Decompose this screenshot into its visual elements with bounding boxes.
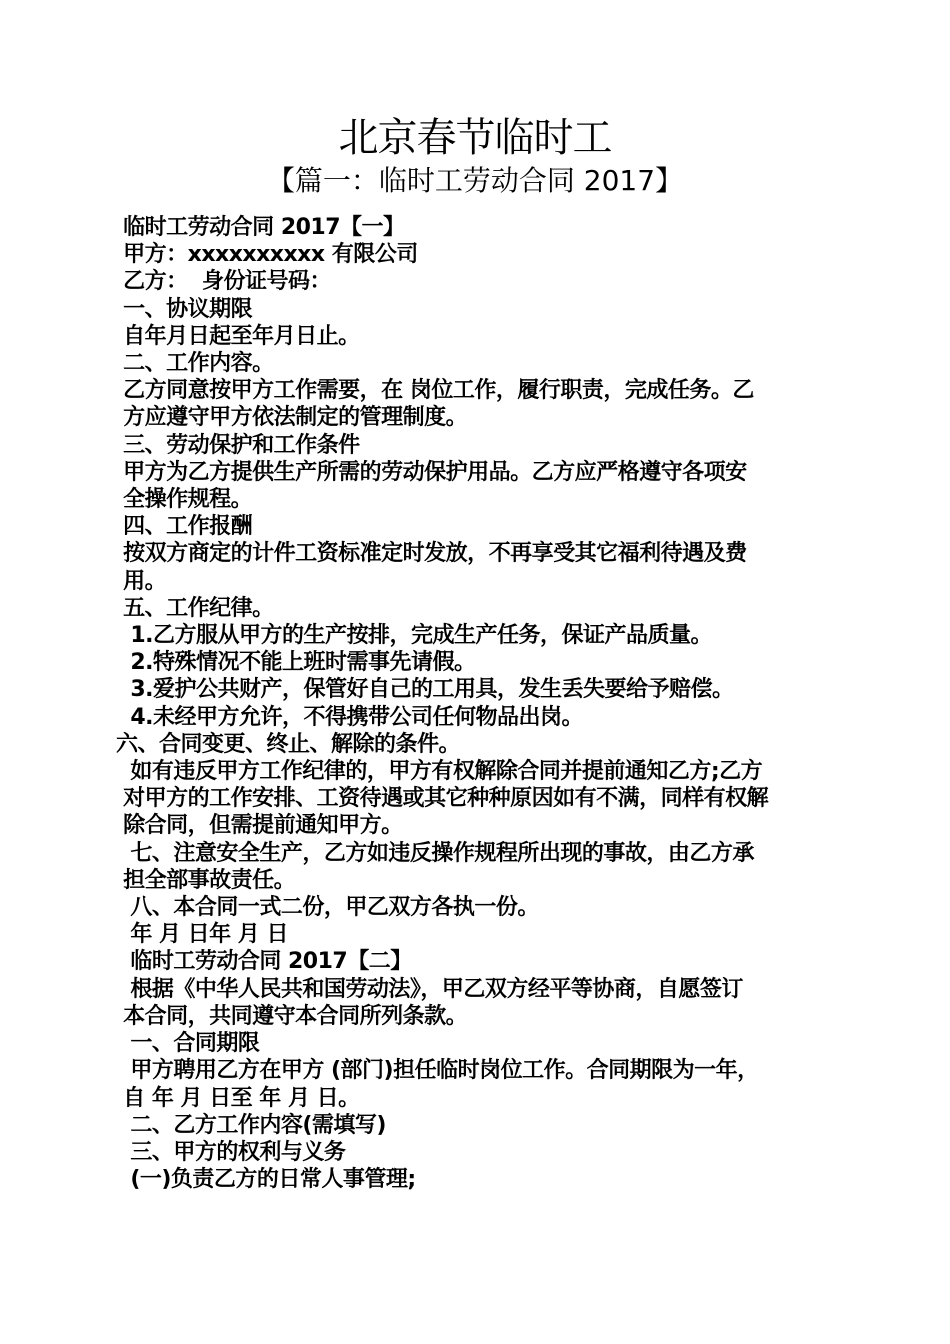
- text-line: 乙方同意按甲方工作需要，在 岗位工作，履行职责，完成任务。乙: [116, 378, 754, 404]
- list-item: (一)负责乙方的日常人事管理;: [116, 1167, 416, 1193]
- text-line: 自年月日起至年月日止。: [116, 323, 360, 349]
- section-heading: 二、工作内容。: [116, 351, 274, 377]
- text-line: 甲方为乙方提供生产所需的劳动保护用品。乙方应严格遵守各项安: [116, 459, 747, 485]
- section-heading: 一、合同期限: [116, 1031, 260, 1057]
- section-heading: 四、工作报酬: [116, 514, 253, 540]
- list-item: 2.特殊情况不能上班时需事先请假。: [116, 650, 476, 676]
- text-line: 除合同，但需提前通知甲方。: [116, 813, 403, 839]
- text-line: 甲方：xxxxxxxxxx 有限公司: [116, 242, 418, 268]
- list-item: 1.乙方服从甲方的生产按排，完成生产任务，保证产品质量。: [116, 623, 712, 649]
- text-line: 如有违反甲方工作纪律的，甲方有权解除合同并提前通知乙方;乙方: [116, 759, 763, 785]
- document-body: [116, 214, 844, 1193]
- text-line: 甲方聘用乙方在甲方 (部门)担任临时岗位工作。合同期限为一年，: [116, 1058, 759, 1084]
- document-subtitle: 【篇一：临时工劳动合同 2017】: [266, 164, 684, 197]
- section-heading: 三、劳动保护和工作条件: [116, 432, 360, 458]
- text-line: 按双方商定的计件工资标准定时发放，不再享受其它福利待遇及费: [116, 541, 747, 567]
- text-line: 本合同，共同遵守本合同所列条款。: [116, 1003, 468, 1029]
- text-line: 自 年 月 日至 年 月 日。: [116, 1085, 360, 1111]
- date-line: 年 月 日年 月 日: [116, 922, 288, 948]
- list-item: 3.爱护公共财产，保管好自己的工用具，发生丢失要给予赔偿。: [116, 677, 734, 703]
- document-title: 北京春节临时工: [338, 115, 612, 161]
- text-line: 方应遵守甲方依法制定的管理制度。: [116, 405, 468, 431]
- text-line: 对甲方的工作安排、工资待遇或其它种种原因如有不满，同样有权解: [116, 786, 769, 812]
- section-heading: 临时工劳动合同 2017【二】: [116, 949, 412, 975]
- text-line: 根据《中华人民共和国劳动法》，甲乙双方经平等协商，自愿签订: [116, 976, 743, 1002]
- text-line: 八、本合同一式二份，甲乙双方各执一份。: [116, 895, 539, 921]
- text-line: 担全部事故责任。: [116, 867, 296, 893]
- section-heading: 一、协议期限: [116, 296, 253, 322]
- section-heading: 六、合同变更、终止、解除的条件。: [116, 731, 461, 757]
- text-line: 七、注意安全生产，乙方如违反操作规程所出现的事故，由乙方承: [116, 840, 754, 866]
- section-heading: 五、工作纪律。: [116, 595, 274, 621]
- text-line: 用。: [116, 568, 167, 594]
- text-line: 全操作规程。: [116, 487, 253, 513]
- text-line: 临时工劳动合同 2017【一】: [116, 215, 405, 240]
- section-heading: 二、乙方工作内容(需填写): [116, 1112, 386, 1138]
- section-heading: 三、甲方的权利与义务: [116, 1139, 346, 1165]
- text-line: 乙方： 身份证号码：: [116, 269, 331, 295]
- list-item: 4.未经甲方允许，不得携带公司任何物品出岗。: [116, 704, 583, 730]
